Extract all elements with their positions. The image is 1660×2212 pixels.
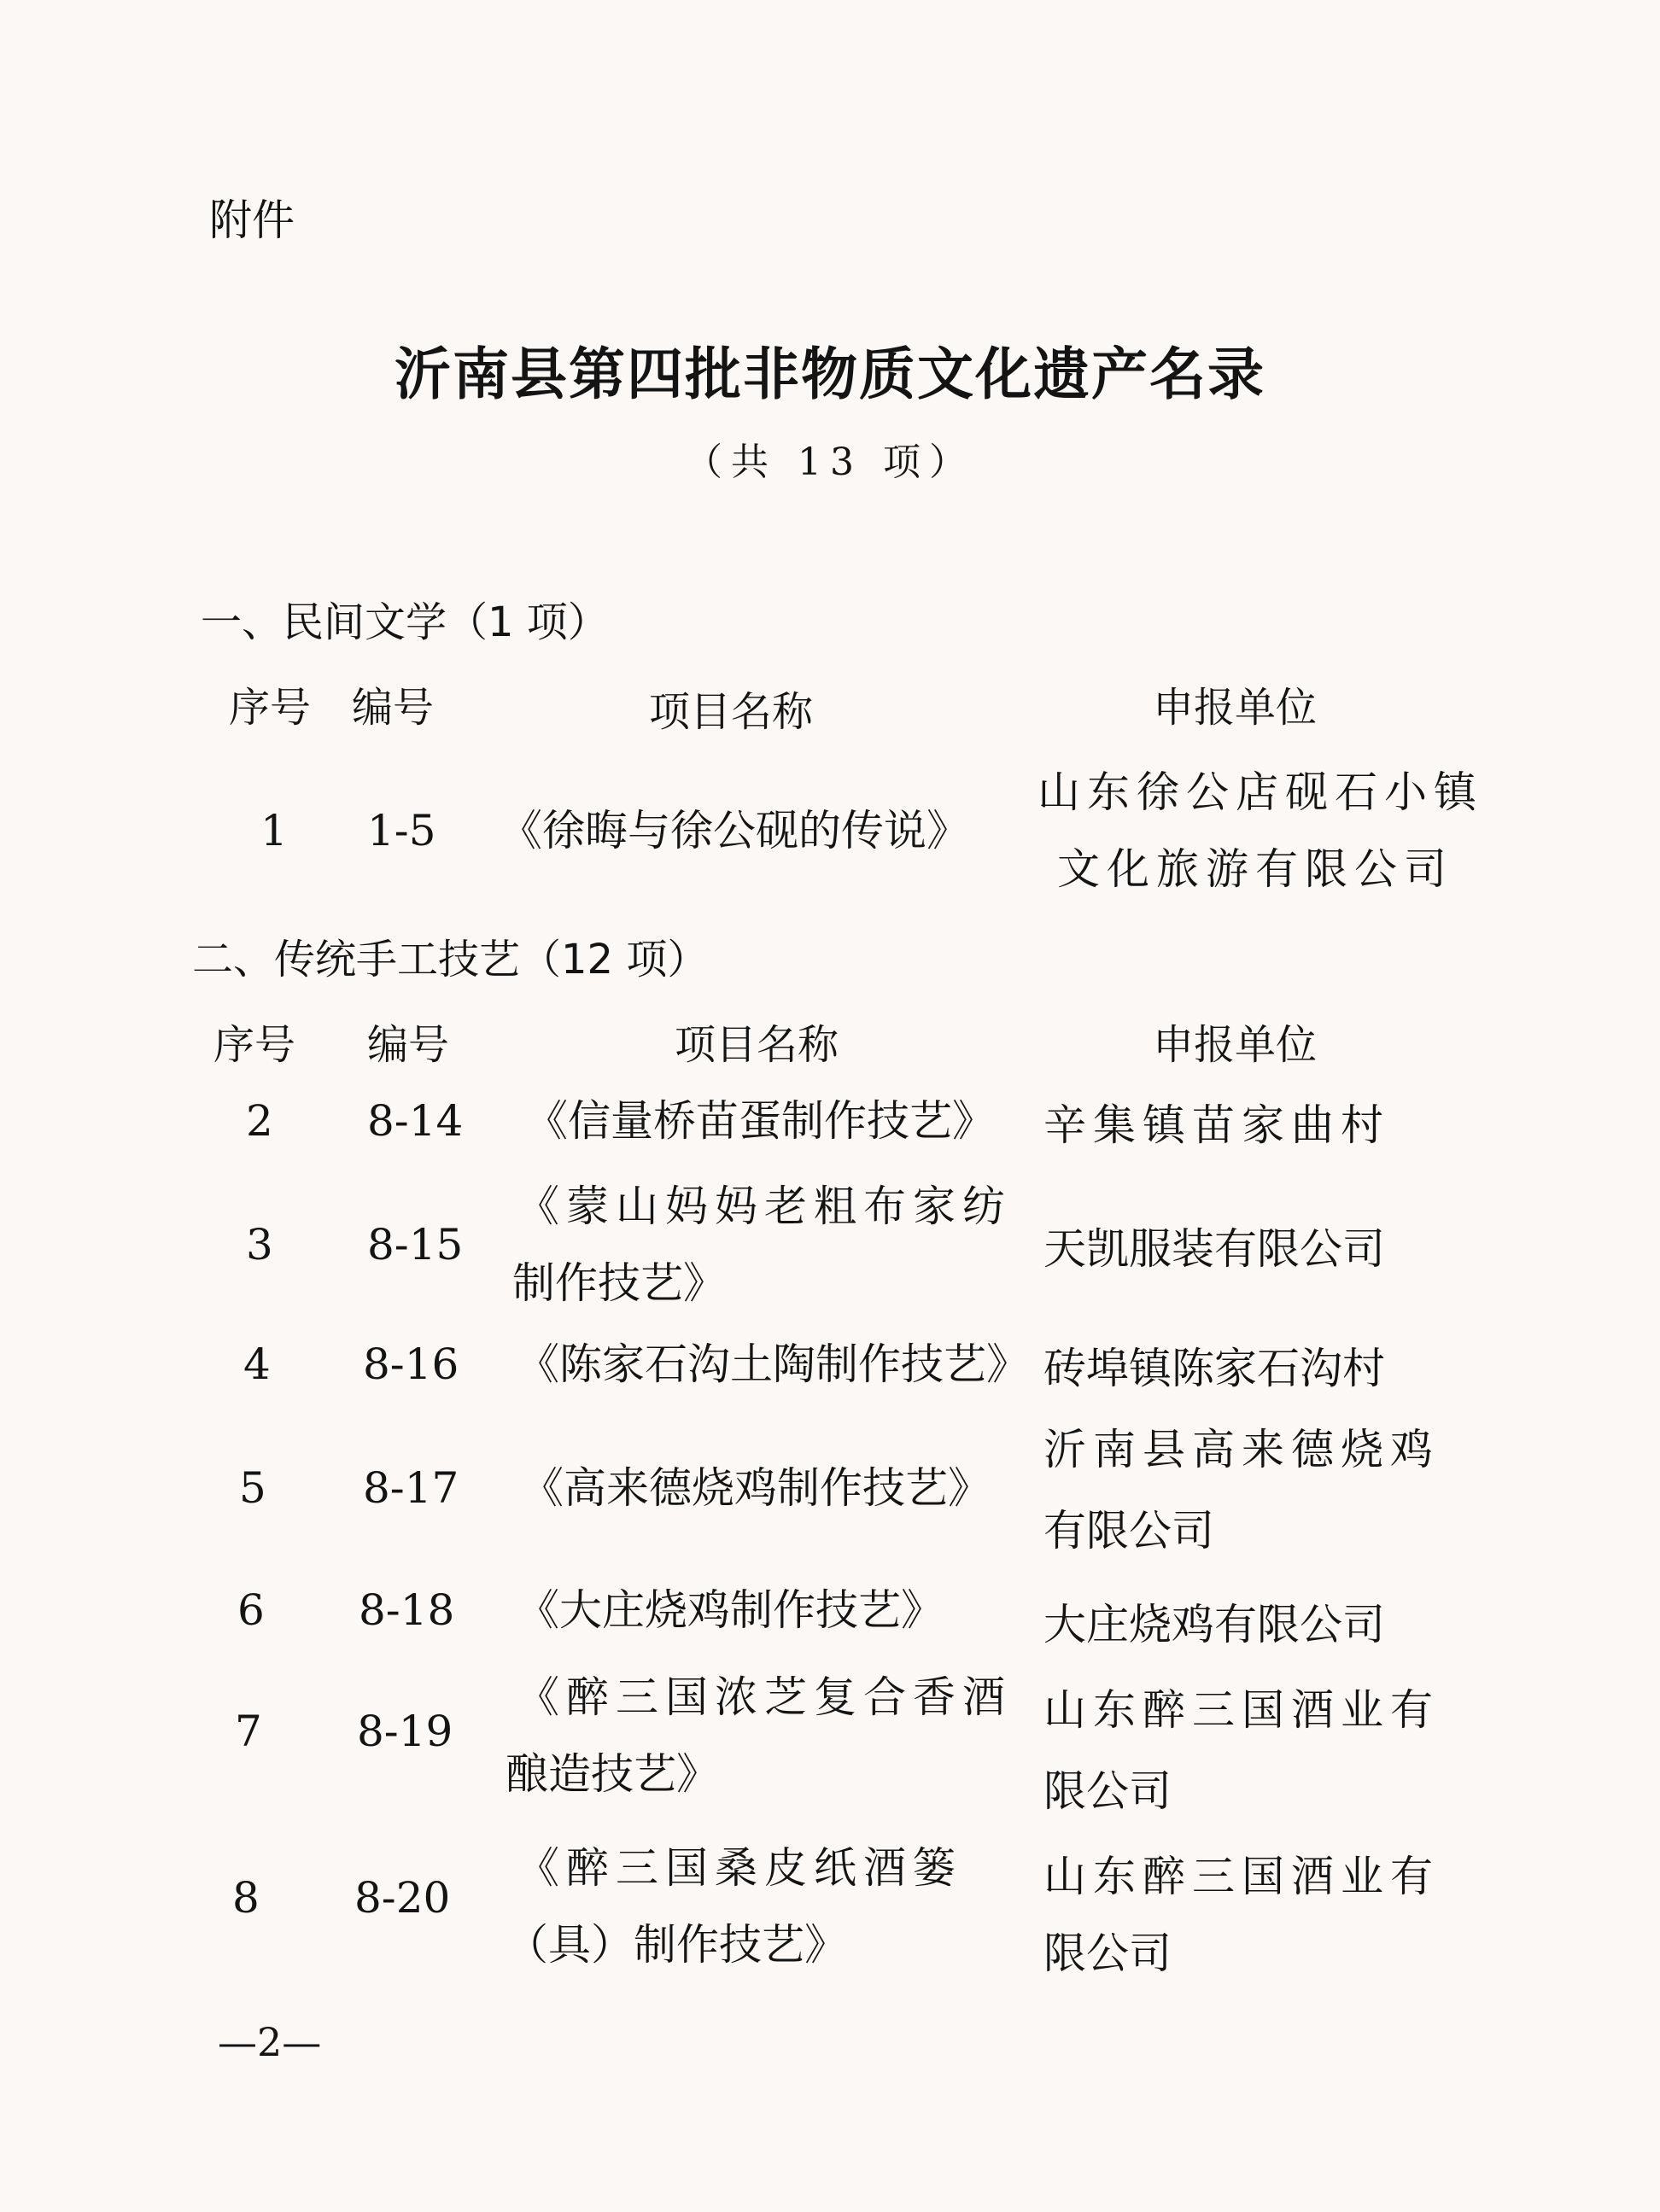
row-name: 《信量桥苗蛋制作技艺》: [525, 1096, 995, 1146]
row-unit: 大庄烧鸡有限公司: [1043, 1600, 1385, 1649]
row-name: 《大庄烧鸡制作技艺》: [517, 1585, 944, 1635]
header-seq: 序号: [229, 684, 312, 732]
section-heading-traditional-crafts: 二、传统手工技艺（12 项）: [192, 936, 709, 983]
row-code: 8-14: [367, 1096, 464, 1146]
row-name-line1: 《醉三国桑皮纸酒篓: [517, 1843, 962, 1893]
page-number: —2—: [218, 2019, 322, 2065]
row-unit-line2: 有限公司: [1043, 1506, 1214, 1555]
row-unit-line1: 山东醉三国酒业有: [1043, 1685, 1440, 1735]
document-subtitle: （共 13 项）: [685, 441, 975, 484]
row-unit: 砖埠镇陈家石沟村: [1043, 1344, 1385, 1393]
row-unit-line2: 限公司: [1043, 1929, 1172, 1978]
row-unit-line1: 山东醉三国酒业有: [1043, 1852, 1440, 1901]
row-name-line2: （具）制作技艺》: [506, 1920, 847, 1970]
row-unit: 辛集镇苗家曲村: [1043, 1100, 1390, 1150]
row-seq: 6: [237, 1585, 265, 1635]
row-unit-line2: 限公司: [1043, 1766, 1172, 1816]
row-seq: 3: [246, 1220, 273, 1269]
header-unit: 申报单位: [1153, 1021, 1318, 1069]
row-name: 《陈家石沟土陶制作技艺》: [517, 1339, 1029, 1389]
header-unit: 申报单位: [1153, 684, 1318, 732]
row-code: 8-19: [357, 1707, 453, 1756]
row-code: 8-20: [354, 1873, 451, 1923]
row-code: 1-5: [367, 806, 436, 855]
row-name-line1: 《醉三国浓芝复合香酒: [517, 1672, 1012, 1722]
row-name-line1: 《蒙山妈妈老粗布家纺: [517, 1182, 1012, 1231]
row-seq: 7: [235, 1707, 262, 1756]
attachment-label: 附件: [209, 196, 295, 245]
row-unit: 天凯服装有限公司: [1043, 1224, 1385, 1274]
document-title: 沂南县第四批非物质文化遗产名录: [395, 341, 1265, 407]
row-seq: 4: [243, 1339, 271, 1389]
header-name: 项目名称: [675, 1021, 839, 1069]
row-name: 《徐晦与徐公砚的传说》: [500, 806, 969, 855]
section-heading-folk-literature: 一、民间文学（1 项）: [201, 598, 609, 646]
row-unit-line2: 文化旅游有限公司: [1057, 844, 1453, 894]
row-code: 8-18: [359, 1585, 455, 1635]
header-code: 编号: [367, 1021, 450, 1069]
row-name-line2: 酿造技艺》: [506, 1749, 719, 1799]
row-unit-line1: 山东徐公店砚石小镇: [1038, 767, 1483, 817]
row-seq: 1: [260, 806, 288, 855]
row-name: 《高来德烧鸡制作技艺》: [521, 1463, 991, 1513]
row-unit-line1: 沂南县高来德烧鸡: [1043, 1425, 1440, 1474]
row-code: 8-16: [363, 1339, 459, 1389]
row-code: 8-15: [367, 1220, 464, 1269]
row-seq: 2: [246, 1096, 273, 1146]
row-name-line2: 制作技艺》: [512, 1258, 726, 1308]
header-name: 项目名称: [649, 688, 814, 736]
row-seq: 8: [232, 1873, 260, 1923]
header-seq: 序号: [213, 1021, 296, 1069]
row-seq: 5: [239, 1463, 266, 1513]
header-code: 编号: [352, 684, 435, 732]
row-code: 8-17: [363, 1463, 459, 1513]
